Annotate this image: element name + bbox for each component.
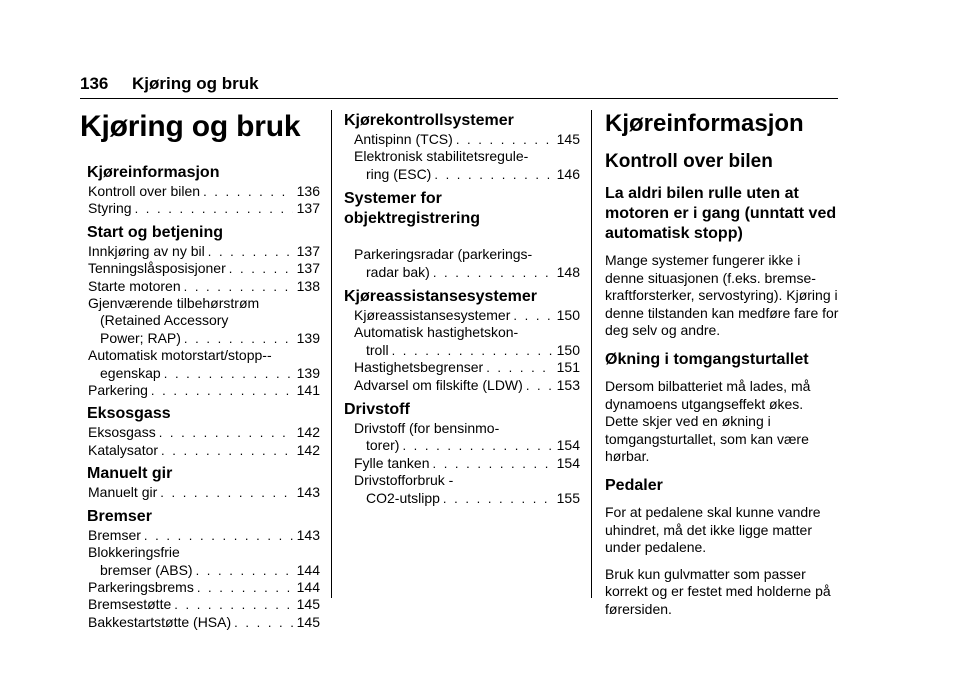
toc-entry[interactable]: Bakkestartstøtte (HSA) . . . 145 [88,614,320,631]
toc-section-heading: Kjørekontrollsystemer [344,112,514,129]
toc-section-heading: Eksosgass [87,405,171,423]
toc-entry[interactable]: Hastighetsbegrenser . . . 151 [354,359,580,376]
toc-entry[interactable]: Elektronisk stabilitetsregule- ring (ESC) . . . 146 [354,148,580,183]
toc-entry[interactable]: Kontroll over bilen . . . 136 [88,183,320,200]
toc-entry[interactable]: Innkjøring av ny bil . . . 137 [88,243,320,260]
paragraph: Mange systemer fungerer ikke i denne situasjonen (f.eks. bremse-kraftforsterker, servostyring). Kjøring i denne tilstanden kan medføre fare for deg selv og andre. [605,252,839,339]
page-number: 136 [80,74,109,93]
toc-entry[interactable]: Drivstofforbruk - CO2-utslipp . . . 155 [354,472,580,507]
chapter-heading: Kjøreinformasjon [605,110,804,137]
toc-section-heading: Drivstoff [344,401,410,419]
subsection-heading: Pedaler [605,476,663,494]
toc-section-heading: Manuelt gir [87,465,173,483]
toc-entry[interactable]: Advarsel om filskifte (LDW) . . . 153 [354,377,580,394]
paragraph: For at pedalene skal kunne vandre uhindret, må det ikke ligge matter under pedalene. [605,503,821,556]
toc-entry[interactable]: Automatisk motorstart/stopp-- egenskap . . . 139 [88,347,320,382]
content-column [605,110,839,619]
toc-entry[interactable]: Bremsestøtte . . . 145 [88,596,320,613]
toc-section-heading: Kjøreassistansesystemer [344,288,538,306]
paragraph: Bruk kun gulvmatter som passer korrekt og er festet med holderne på førersiden. [605,565,831,617]
toc-entry[interactable]: Antispinn (TCS) . . . 145 [354,131,580,148]
toc-entry[interactable]: Styring . . . 137 [88,200,320,217]
subsection-heading: Økning i tomgangsturtallet [605,350,809,368]
toc-entry[interactable]: Blokkeringsfrie bremser (ABS) . . . 144 [88,544,320,579]
header-rule [80,98,838,99]
toc-entry[interactable]: Drivstoff (for bensinmo- torer) . . . 154 [354,420,580,455]
toc-entry[interactable]: Parkering . . . 141 [88,382,320,399]
toc-entry[interactable]: Eksosgass . . . 142 [88,424,320,441]
toc-entry[interactable]: Kjøreassistansesystemer . . . 150 [354,307,580,324]
toc-entry[interactable]: Parkeringsradar (parkerings- radar bak) . . . 148 [354,246,580,281]
toc-entry[interactable]: Bremser . . . 143 [88,527,320,544]
toc-section-heading: Bremser [87,507,152,525]
toc-section-heading: Systemer for objektregistrering [344,190,481,228]
toc-entry[interactable]: Katalysator . . . 142 [88,442,320,459]
toc-section-heading: Kjøreinformasjon [87,164,220,181]
toc-entry[interactable]: Parkeringsbrems . . . 144 [88,579,320,596]
section-heading: Kontroll over bilen [605,151,773,172]
toc-entry[interactable]: Manuelt gir . . . 143 [88,484,320,501]
toc-entry[interactable]: Gjenværende tilbehørstrøm (Retained Accessory Power; RAP) . . . 139 [88,295,320,347]
paragraph: Dersom bilbatteriet må lades, må dynamoens utgangseffekt økes. Dette skjer ved en økning i tomgangsturtallet, som kan være hørbar. [605,377,811,465]
subsection-heading: La aldri bilen rulle uten at motoren er i gang (unntatt ved automatisk stopp) [605,185,837,242]
toc-entry[interactable]: Tenningslåsposisjoner . . . 137 [88,260,320,277]
column-divider [591,110,592,598]
toc-section-heading: Start og betjening [87,223,223,241]
toc-column-2 [344,111,580,507]
toc-entry[interactable]: Fylle tanken . . . 154 [354,455,580,472]
toc-entry[interactable]: Starte motoren . . . 138 [88,278,320,295]
column-divider [331,110,332,598]
toc-entry[interactable]: Automatisk hastighetskon- troll . . . 150 [354,324,580,359]
toc-title: Kjøring og bruk [80,110,301,143]
running-header-title: Kjøring og bruk [132,74,259,93]
